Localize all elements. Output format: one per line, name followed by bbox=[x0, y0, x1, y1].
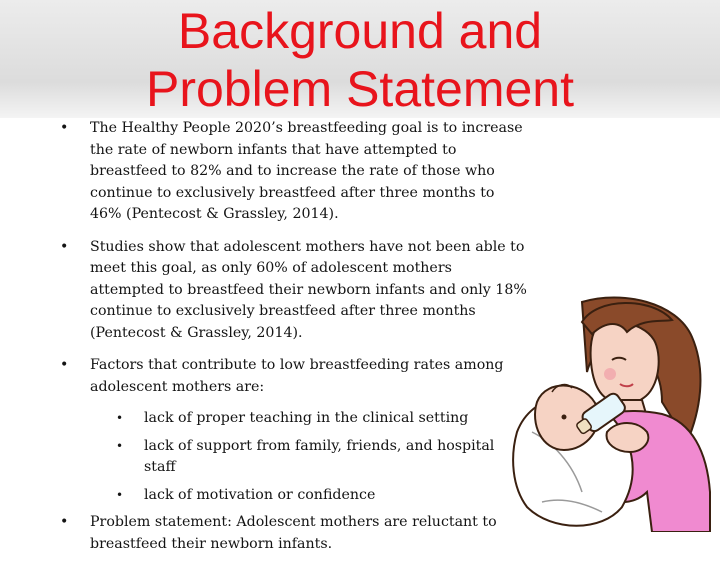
slide-title bbox=[0, 2, 720, 118]
sub-bullet-item bbox=[60, 408, 530, 430]
bullet-dot: • bbox=[60, 238, 69, 255]
bullet-list bbox=[60, 118, 530, 566]
sub-bullet-text: lack of proper teaching in the clinical setting bbox=[144, 410, 469, 426]
sub-bullet-dot: • bbox=[116, 411, 124, 425]
sub-bullet-item bbox=[60, 436, 504, 479]
bullet-dot: • bbox=[60, 357, 69, 373]
bullet-text: Factors that contribute to low breastfeeding rates among adolescent mothers are: bbox=[90, 357, 504, 395]
bullet-item bbox=[60, 512, 510, 555]
bullet-item bbox=[60, 237, 530, 345]
mother-feeding-baby-icon bbox=[512, 292, 712, 532]
title-line-1: Background and bbox=[177, 3, 543, 59]
bullet-text: Problem statement: Adolescent mothers are reluctant to breastfeed their newborn infants. bbox=[90, 514, 497, 552]
bullet-dot: • bbox=[60, 120, 69, 136]
sub-bullet-item bbox=[60, 485, 530, 507]
sub-bullet-dot: • bbox=[116, 487, 124, 502]
bullet-dot: • bbox=[60, 514, 69, 530]
sub-bullet-text: lack of support from family, friends, and hospital staff bbox=[144, 437, 495, 475]
bullet-item bbox=[60, 355, 530, 398]
bullet-text: Studies show that adolescent mothers have not been able to meet this goal, as only 60% of adolescent mothers attempted to breastfeed their newborn infants and only 18% continue to exclusively breastfeed after three months (Pentecost & Grassley, 2014). bbox=[90, 238, 527, 341]
sub-bullet-text: lack of motivation or confidence bbox=[144, 486, 376, 503]
bullet-text: The Healthy People 2020’s breastfeeding goal is to increase the rate of newborn infants that have attempted to breastfeed to 82% and to increase the rate of those who continue to exclusively breastfeed after three months to 46% (Pentecost & Grassley, 2014). bbox=[90, 120, 523, 222]
sub-bullet-dot: • bbox=[116, 438, 124, 453]
title-line-2: Problem Statement bbox=[146, 61, 574, 117]
bullet-item bbox=[60, 118, 530, 226]
